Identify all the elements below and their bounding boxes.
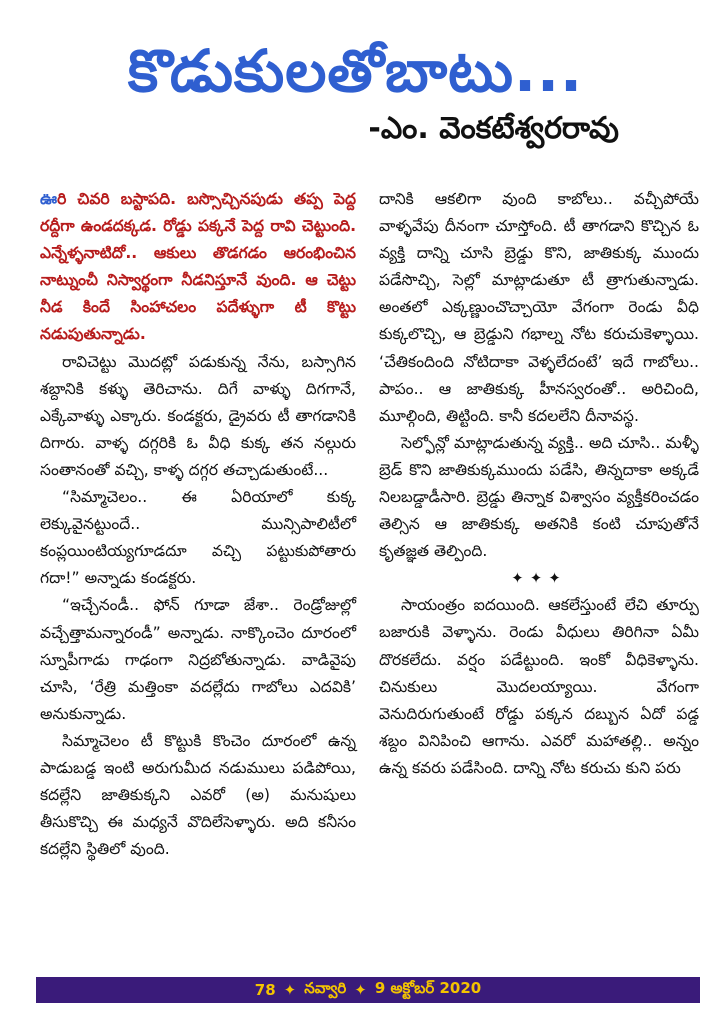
star-separator-icon: ✦ (354, 981, 367, 999)
issue-date: 9 అక్టోబర్ 2020 (374, 979, 482, 997)
body-paragraph: “ఇచ్చేనండీ.. ఫోన్ గూడా జేశా.. రెండ్రోజుల్లో వచ్చేత్తామన్నారండీ” అన్నాడు. నాక్కొంచెం దూరంలో స్నూపీగాడు గాఢంగా నిద్రబోతున్నాడు. వాడివైపు చూసి, ‘రేత్రి మత్తింకా వదల్లేదు గాబోలు ఎదవికి’ అనుకున్నాడు. (40, 596, 356, 723)
page-number: 78 (254, 981, 276, 999)
body-paragraph: దానికి ఆకలిగా వుంది కాబోలు.. వచ్చీపోయే వాళ్ళవేపు దీనంగా చూస్తోంది. టీ తాగడాని కొచ్చిన ఓ వ్యక్తి దాన్ని చూసి బ్రెడ్డు కొని, జాతికుక్క ముందు పడేసొచ్చి, సెల్లో మాట్లాడుతూ టీ త్రాగుతున్నాడు. అంతలో ఎక్కణ్ణుంచొచ్చాయో వేగంగా రెండు వీధి కుక్కలొచ్చి, ఆ బ్రెడ్డుని గభాల్న నోట కరుచుకెళ్ళాయి. ‘చేతికందింది నోటిదాకా వెళ్ళలేదంటే’ ఇదే గాబోలు.. పాపం.. ఆ జాతికుక్క హీనస్వరంతో.. అరిచింది, మూల్గింది, తిట్టింది. కానీ కదలలేని దీనావస్థ. (379, 190, 699, 425)
intro-paragraph (40, 186, 356, 349)
magazine-name: నవ్వారి (304, 979, 347, 997)
page-footer (36, 977, 700, 1003)
body-paragraph: సెల్ఫోన్లో మాట్లాడుతున్న వ్యక్తి.. అది చూసి.. మళ్ళీ బ్రెడ్ కొని జాతికుక్కముందు పడేసి, తిన్నదాకా అక్కడే నిలబడ్డాడీసారి. బ్రెడ్డు తిన్నాక విశ్వాసం వ్యక్తీకరించడం తెల్సిన ఆ జాతికుక్క అతనికి కంటి చూపుతోనే కృతజ్ఞత తెల్పింది. (379, 433, 699, 561)
body-paragraph: సాయంత్రం ఐదయింది. ఆకలేస్తుంటే లేచి తూర్పు బజారుకి వెళ్ళాను. రెండు వీధులు తిరిగినా ఏమీ దొరకలేదు. వర్షం పడేట్టుంది. ఇంకో వీధికెళ్ళాను. చినుకులు మొదలయ్యాయి. వేగంగా వెనుదిరుగుతుంటే రోడ్డు పక్కన దబ్బున ఏదో పడ్డ శబ్దం వినిపించి ఆగాను. ఎవరో మహాతల్లి.. అన్నం ఉన్న కవరు పడేసింది. దాన్ని నోట కరుచు కుని పరు (379, 596, 699, 777)
body-paragraph: “సిమ్మాచెలం.. ఈ ఏరియాలో కుక్క లెక్కువైనట్టుందే.. మున్సిపాలిటీలో కంప్లయింటియ్యగూడదూ వచ్చి పట్టుకుపోతారు గదా!” అన్నాడు కండక్టరు. (40, 488, 356, 588)
drop-cap: ఊ (40, 190, 58, 208)
body-paragraph: సిమ్మాచెలం టీ కొట్టుకి కొంచెం దూరంలో ఉన్న పాడుబడ్డ ఇంటి అరుగుమీద నడుములు పడిపోయి, కదల్లేని జాతికుక్కని ఎవరో (అ) మనుషులు తీసుకొచ్చి ఈ మధ్యనే వొదిలేసెళ్ళారు. అది కనీసం కదల్లేని స్థితిలో వుంది. (40, 731, 356, 859)
left-column (40, 186, 356, 863)
intro-text: రి చివరి బస్టాపది. బస్సొచ్చినపుడు తప్ప పెద్ద రద్దీగా ఉండదక్కడ. రోడ్డు పక్కనే పెద్ద రావి చెట్టుంది. ఎన్నేళ్ళనాటిదో.. ఆకులు తొడగడం ఆరంభించిన నాట్నుంచీ నిస్వార్థంగా నీడనిస్తూనే వుంది. ఆ చెట్టు నీడ కిందే సింహాచలం పదేళ్ళుగా టీ కొట్టు నడుపుతున్నాడు. (40, 190, 356, 344)
section-divider: ✦✦✦ (511, 569, 567, 588)
article-title: కొడుకులతోబాటు... (127, 37, 584, 105)
article-author: -ఎం. వెంకటేశ్వరరావు (368, 111, 619, 146)
star-separator-icon: ✦ (283, 981, 297, 999)
body-paragraph: రావిచెట్టు మొదట్లో పడుకున్న నేను, బస్సాగిన శబ్దానికి కళ్ళు తెరిచాను. దిగే వాళ్ళు దిగగానే, ఎక్కేవాళ్ళు ఎక్కారు. కండక్టరు, డ్రైవరు టీ తాగడానికి దిగారు. వాళ్ళ దగ్గరికి ఓ వీధి కుక్క తన నల్గురు సంతానంతో వచ్చి, కాళ్ళ దగ్గర తచ్చాడుతుంటే... (40, 352, 356, 479)
right-column (379, 186, 699, 782)
